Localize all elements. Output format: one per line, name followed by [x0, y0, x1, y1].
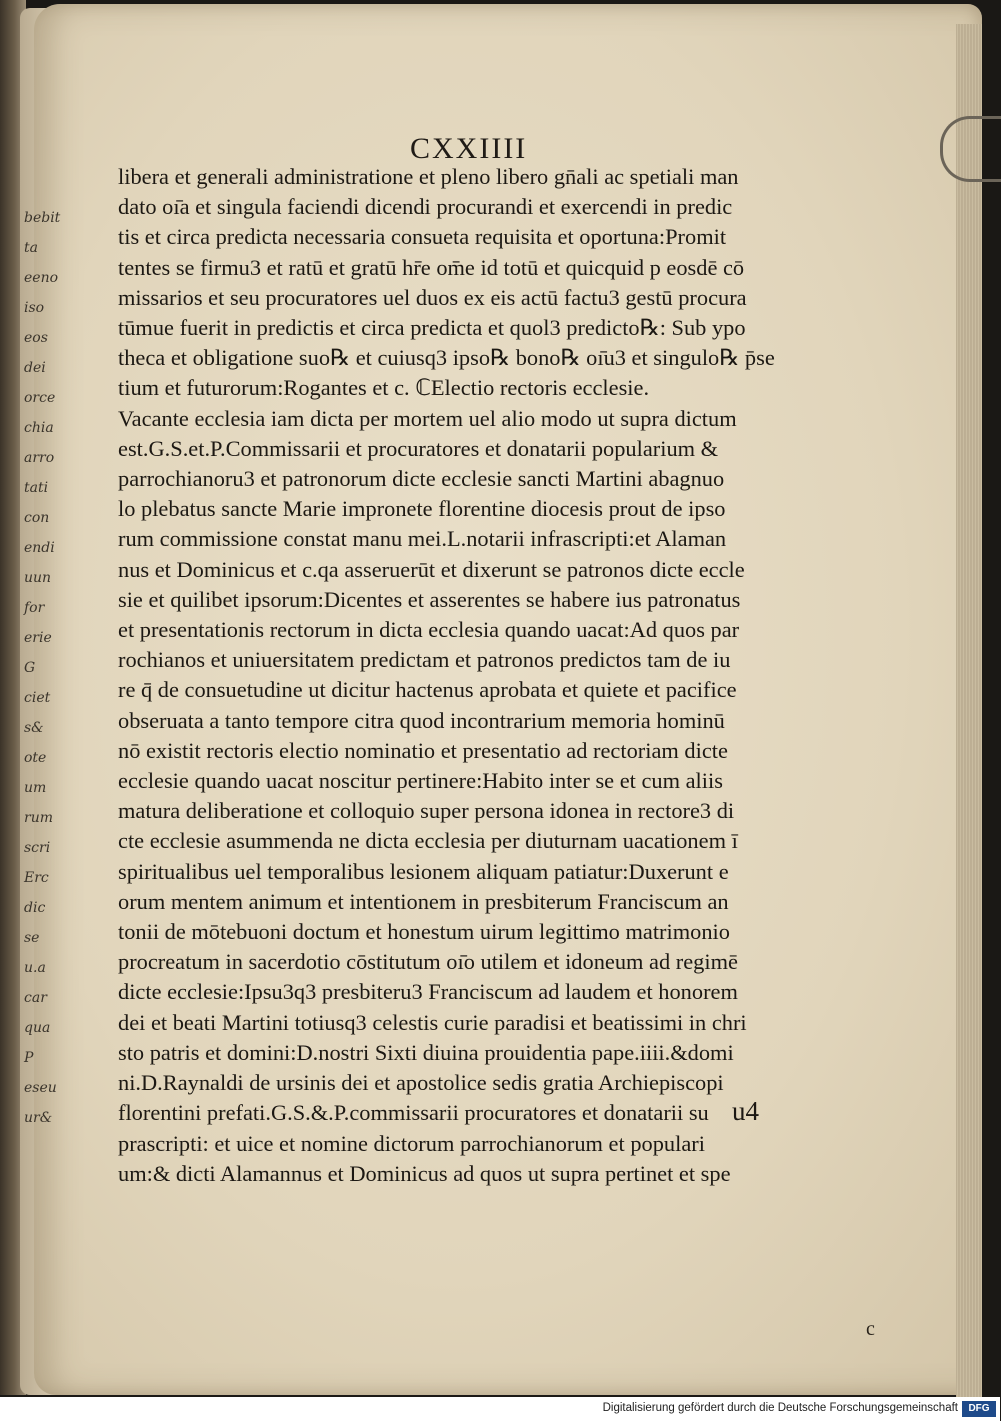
- facing-page-fragment: qua: [24, 1020, 51, 1036]
- body-text: [118, 162, 808, 1189]
- text-line: orum mentem animum et intentionem in presbiterum Franciscum an: [118, 888, 729, 914]
- facing-page-fragment: se: [24, 930, 40, 946]
- text-line: um:& dicti Alamannus et Dominicus ad quos ut supra pertinet et spe: [118, 1160, 731, 1186]
- facing-page-fragment: Erc: [24, 870, 49, 886]
- facing-page-fragment: scri: [24, 840, 51, 856]
- facing-page-fragment: ur&: [24, 1110, 53, 1126]
- text-line: tis et circa predicta necessaria consueta requisita et oportuna:Promit: [118, 224, 727, 250]
- facing-page-fragment: ciet: [24, 690, 51, 706]
- signature-mark: u4: [732, 1096, 759, 1126]
- text-line: rochianos et uniuersitatem predictam et patronos predictos tam de iu: [118, 647, 731, 673]
- text-line: spiritualibus uel temporalibus lesionem aliquam patiatur:Duxerunt e: [118, 858, 729, 884]
- text-line: tium et futurorum:Rogantes et c. ℂElectio rectoris ecclesie.: [118, 375, 650, 401]
- facing-page-fragment: u.a: [24, 960, 46, 976]
- text-line: sto patris et domini:D.nostri Sixti diuina prouidentia pape.iiii.&domi: [118, 1039, 734, 1065]
- facing-page-fragment: endi: [24, 540, 55, 556]
- facing-page-fragment: s&: [24, 720, 44, 736]
- text-line: tentes se firmu3 et ratū et gratū hr̄e om̄e id totū et quicquid p eosdē cō: [118, 254, 745, 280]
- text-line: obseruata a tanto tempore citra quod incontrarium memoria hominū: [118, 707, 725, 733]
- facing-page-fragment: orce: [24, 390, 56, 406]
- text-line: matura deliberatione et colloquio super persona idonea in rectore3 di: [118, 798, 735, 824]
- facing-page-fragment: uun: [24, 570, 52, 586]
- text-line: est.G.S.et.P.Commissarii et procuratores et donatarii popularium &: [118, 435, 719, 461]
- text-line: et presentationis rectorum in dicta ecclesia quando uacat:Ad quos par: [118, 617, 740, 643]
- facing-page-fragment: G: [24, 660, 36, 676]
- facing-page-fragment: arro: [24, 450, 55, 466]
- page-fore-edge: [956, 24, 982, 1399]
- text-line: cte ecclesie asummenda ne dicta ecclesia per diuturnam uacationem ī: [118, 828, 738, 854]
- text-line: dei et beati Martini totiusq3 celestis curie paradisi et beatissimi in chri: [118, 1009, 747, 1035]
- text-line: ni.D.Raynaldi de ursinis dei et apostolice sedis gratia Archiepiscopi: [118, 1070, 724, 1096]
- text-line: nus et Dominicus et c.qa asseruerūt et dixerunt se patronos dicte eccle: [118, 556, 745, 582]
- facing-page-fragment: bebit: [24, 210, 61, 226]
- text-line: parrochianoru3 et patronorum dicte ecclesie sancti Martini abagnuo: [118, 466, 725, 492]
- paper-clip-icon: [940, 116, 1001, 182]
- text-line: tonii de mōtebuoni doctum et honestum uirum legittimo matrimonio: [118, 919, 730, 945]
- facing-page-fragment: um: [24, 780, 47, 796]
- dfg-logo: DFG: [962, 1401, 996, 1417]
- facing-page-fragment: eeno: [24, 270, 59, 286]
- facing-page-fragment: eseu: [24, 1080, 57, 1096]
- facing-page-fragment: for: [24, 600, 45, 616]
- facing-page-fragment: dei: [24, 360, 46, 376]
- text-line: florentini prefati.G.S.&.P.commissarii procuratores et donatarii su: [118, 1100, 709, 1126]
- text-line: dato oı̄a et singula faciendi dicendi procurandi et exercendi in predic: [118, 194, 733, 220]
- text-line: rum commissione constat manu mei.L.notarii infrascripti:et Alaman: [118, 526, 727, 552]
- text-line: ecclesie quando uacat noscitur pertinere:Habito inter se et cum aliis: [118, 768, 723, 794]
- text-line: libera et generali administratione et pleno libero gn̄ali ac spetiali man: [118, 164, 739, 189]
- facing-page-fragment: eos: [24, 330, 48, 346]
- facing-page-fragment: ta: [24, 240, 38, 256]
- text-line: lo plebatus sancte Marie impronete florentine diocesis prout de ipso: [118, 496, 726, 522]
- facing-page-fragment: P: [24, 1050, 34, 1066]
- text-line: missarios et seu procuratores uel duos ex eis actū factu3 gestū procura: [118, 284, 747, 310]
- facing-page-fragment: tati: [24, 480, 49, 496]
- text-line: re q̄ de consuetudine ut dicitur hactenus aprobata et quiete et pacifice: [118, 677, 737, 703]
- text-line: prascripti: et uice et nomine dictorum parrochianorum et populari: [118, 1130, 705, 1156]
- text-line: procreatum in sacerdotio cōstitutum oı̄o utilem et idoneum ad regimē: [118, 949, 738, 975]
- corner-mark: c: [866, 1318, 875, 1340]
- facing-page-fragment: iso: [24, 300, 45, 316]
- facing-page-fragment: dic: [24, 900, 46, 916]
- text-line: sie et quilibet ipsorum:Dicentes et asserentes se habere ius patronatus: [118, 586, 741, 612]
- text-line: Vacante ecclesia iam dicta per mortem uel alio modo ut supra dictum: [118, 405, 737, 431]
- facing-page-fragment: erie: [24, 630, 52, 646]
- facing-page-fragment: rum: [24, 810, 53, 826]
- text-line: nō existit rectoris electio nominatio et presentatio ad rectoriam dicte: [118, 737, 728, 763]
- folio-number: CXXIIII: [410, 132, 528, 165]
- text-line: dicte ecclesie:Ipsu3q3 presbiteru3 Franciscum ad laudem et honorem: [118, 979, 738, 1005]
- facing-page-fragment: chia: [24, 420, 54, 436]
- text-line: tūmue fuerit in predictis et circa predicta et quol3 predicto℞: Sub ypo: [118, 315, 746, 341]
- facing-page-fragment: con: [24, 510, 50, 526]
- text-line: theca et obligatione suo℞ et cuiusq3 ipso℞ bono℞ oı̄u3 et singulo℞ p̄se: [118, 345, 775, 371]
- facing-page-fragment: ote: [24, 750, 47, 766]
- facing-page-fragment: car: [24, 990, 47, 1006]
- footer-credit: Digitalisierung gefördert durch die Deutsche Forschungsgemeinschaft: [602, 1402, 958, 1414]
